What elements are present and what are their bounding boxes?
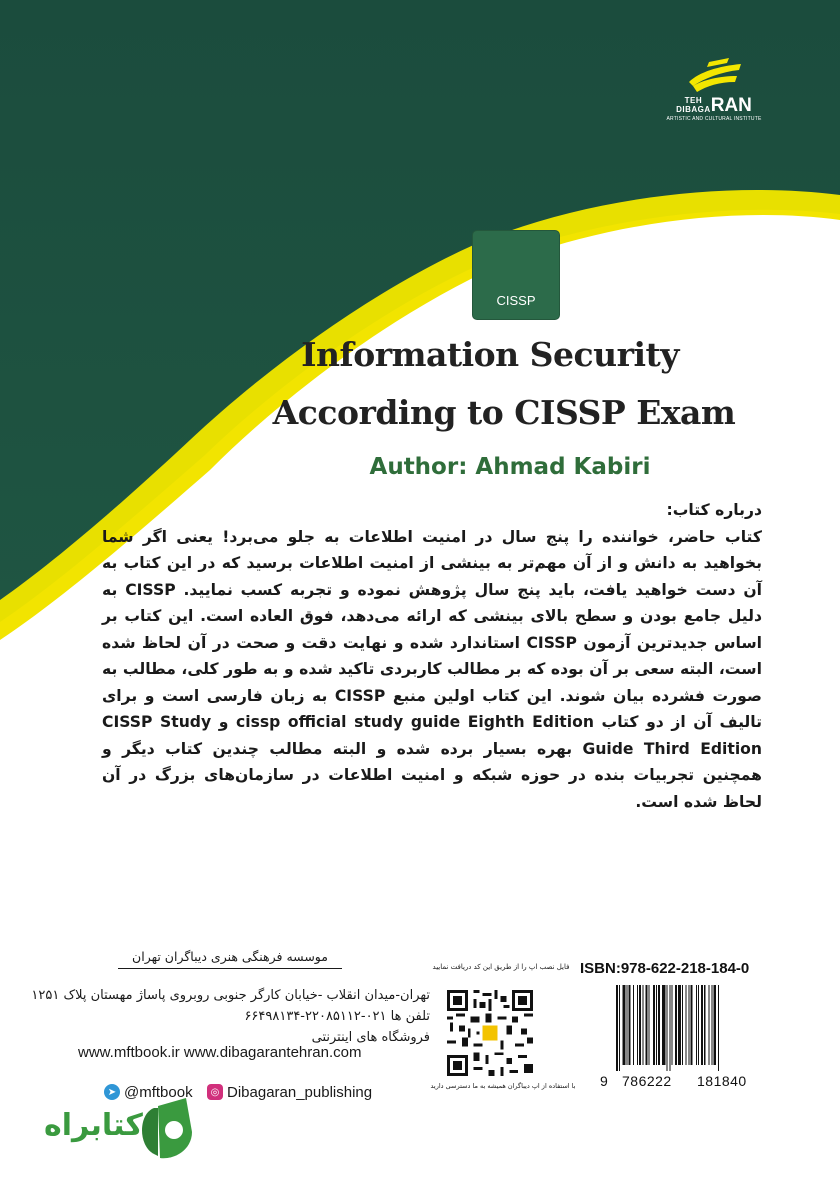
barcode-bar [696, 985, 697, 1065]
publisher-address: تهران-میدان انقلاب -خیابان کارگر جنوبی روبروی پاساژ مهستان پلاک ۱۲۵۱ [31, 988, 430, 1003]
barcode-bar [619, 985, 620, 1071]
publisher-phone: تلفن ها ۰۲۱-۲۲۰۸۵۱۱۲-۶۶۴۹۸۱۳۴ [244, 1009, 430, 1024]
qr-caption-bottom: با استفاده از اپ دیباگران همیشه به ما دسترسی دارید [430, 1082, 576, 1090]
about-body: کتاب حاضر، خواننده را پنج سال در امنیت اطلاعات به جلو می‌برد! یعنی اگر شما بخواهید به دانش و از آن مهم‌تر به بینشی از امنیت اطلاعات برسید که در این کتاب به آن دست خواهید یافت، باید پنج سال پژوهش نموده و تجربه کسب نمایید. CISSP به دلیل جامع بودن و سطح بالای بینشی که ارائه می‌دهد، فوق العاده است. این کتاب بر اساس جدیدترین آزمون CISSP استاندارد شده و نهایت دقت و صحت در آن لحاظ شده است، البته سعی بر آن بوده که بر مطالب کاربردی تاکید شده و به طور کلی، مطالب به صورت فشرده بیان شوند. این کتاب اولین منبع CISSP به زبان فارسی است و برای تالیف آن از دو کتاب cissp official study guide Eighth Edition و CISSP Study Guide Third Edition بهره بسیار برده شده و البته مطالب چندین کتاب دیگر و همچنین تجربیات بنده در حوزه شبکه و امنیت اطلاعات در سازمان‌های بزرگ در آن لحاظ شده است. [102, 527, 763, 811]
barcode-bar [670, 985, 671, 1071]
barcode-bar [639, 985, 641, 1065]
publisher-name: موسسه فرهنگی هنری دیباگران تهران [118, 949, 342, 969]
barcode-bar [718, 985, 719, 1071]
telegram-icon: ➤ [104, 1084, 120, 1100]
publisher-logo [666, 52, 762, 122]
cissp-badge-label: CISSP [496, 293, 536, 308]
instagram-handle[interactable] [207, 1081, 372, 1103]
barcode-bar [642, 985, 643, 1065]
logo-small-text: TEH DIBAGA [676, 96, 711, 114]
cissp-badge [473, 231, 559, 319]
instagram-icon: ◎ [207, 1084, 223, 1100]
publisher-stores-label: فروشگاه های اینترنتی [311, 1030, 430, 1045]
book-author: Author: Ahmad Kabiri [369, 454, 651, 480]
barcode-bar [678, 985, 681, 1065]
barcode-bar [658, 985, 660, 1065]
barcode-bar [662, 985, 665, 1065]
barcode-bar [701, 985, 703, 1065]
about-book-section [102, 497, 762, 815]
logo-subtitle: ARTISTIC AND CULTURAL INSTITUTE [666, 116, 762, 122]
barcode-bar [685, 985, 686, 1065]
barcode-bar [698, 985, 699, 1065]
isbn-label: ISBN:978-622-218-184-0 [580, 960, 750, 977]
barcode-digits-left: 786222 [622, 1073, 672, 1089]
qr-code[interactable] [447, 990, 533, 1076]
about-heading: درباره کتاب: [666, 501, 762, 519]
telegram-handle-text: @mftbook [124, 1083, 193, 1101]
barcode-bar [645, 985, 647, 1065]
book-title-line-2: According to CISSP Exam [272, 393, 736, 432]
barcode-bar [672, 985, 673, 1065]
barcode-bar [649, 985, 650, 1065]
barcode-bar [653, 985, 655, 1065]
barcode-digit-lead: 9 [600, 1073, 609, 1089]
book-title-line-1: Information Security [301, 335, 679, 374]
qr-caption-top: فایل نصب اپ را از طریق این کد دریافت نمایید [432, 963, 570, 971]
barcode-bar [675, 985, 677, 1065]
barcode-bar [712, 985, 713, 1065]
ketabrah-text: کتابراه [44, 1108, 143, 1143]
barcode-bar [682, 985, 683, 1065]
book-logo-icon [679, 52, 749, 94]
barcode-bar [633, 985, 634, 1065]
barcode-digits-right: 181840 [697, 1073, 747, 1089]
isbn-barcode [614, 985, 762, 1071]
logo-big-text: RAN [710, 95, 752, 116]
barcode-bar [688, 985, 689, 1065]
instagram-handle-text: Dibagaran_publishing [227, 1083, 373, 1101]
barcode-bar [627, 985, 628, 1065]
barcode-bar [691, 985, 693, 1065]
publisher-contact [31, 985, 430, 1048]
barcode-bar [704, 985, 705, 1065]
barcode-bar [629, 985, 631, 1065]
barcode-bar [656, 985, 657, 1065]
barcode-bar [708, 985, 709, 1065]
barcode-bar [714, 985, 716, 1065]
publisher-websites[interactable]: www.mftbook.ir www.dibagarantehran.com [78, 1044, 362, 1061]
barcode-bar [666, 985, 667, 1071]
barcode-bar [616, 985, 618, 1071]
barcode-bar [637, 985, 638, 1065]
barcode-bar [622, 985, 625, 1065]
